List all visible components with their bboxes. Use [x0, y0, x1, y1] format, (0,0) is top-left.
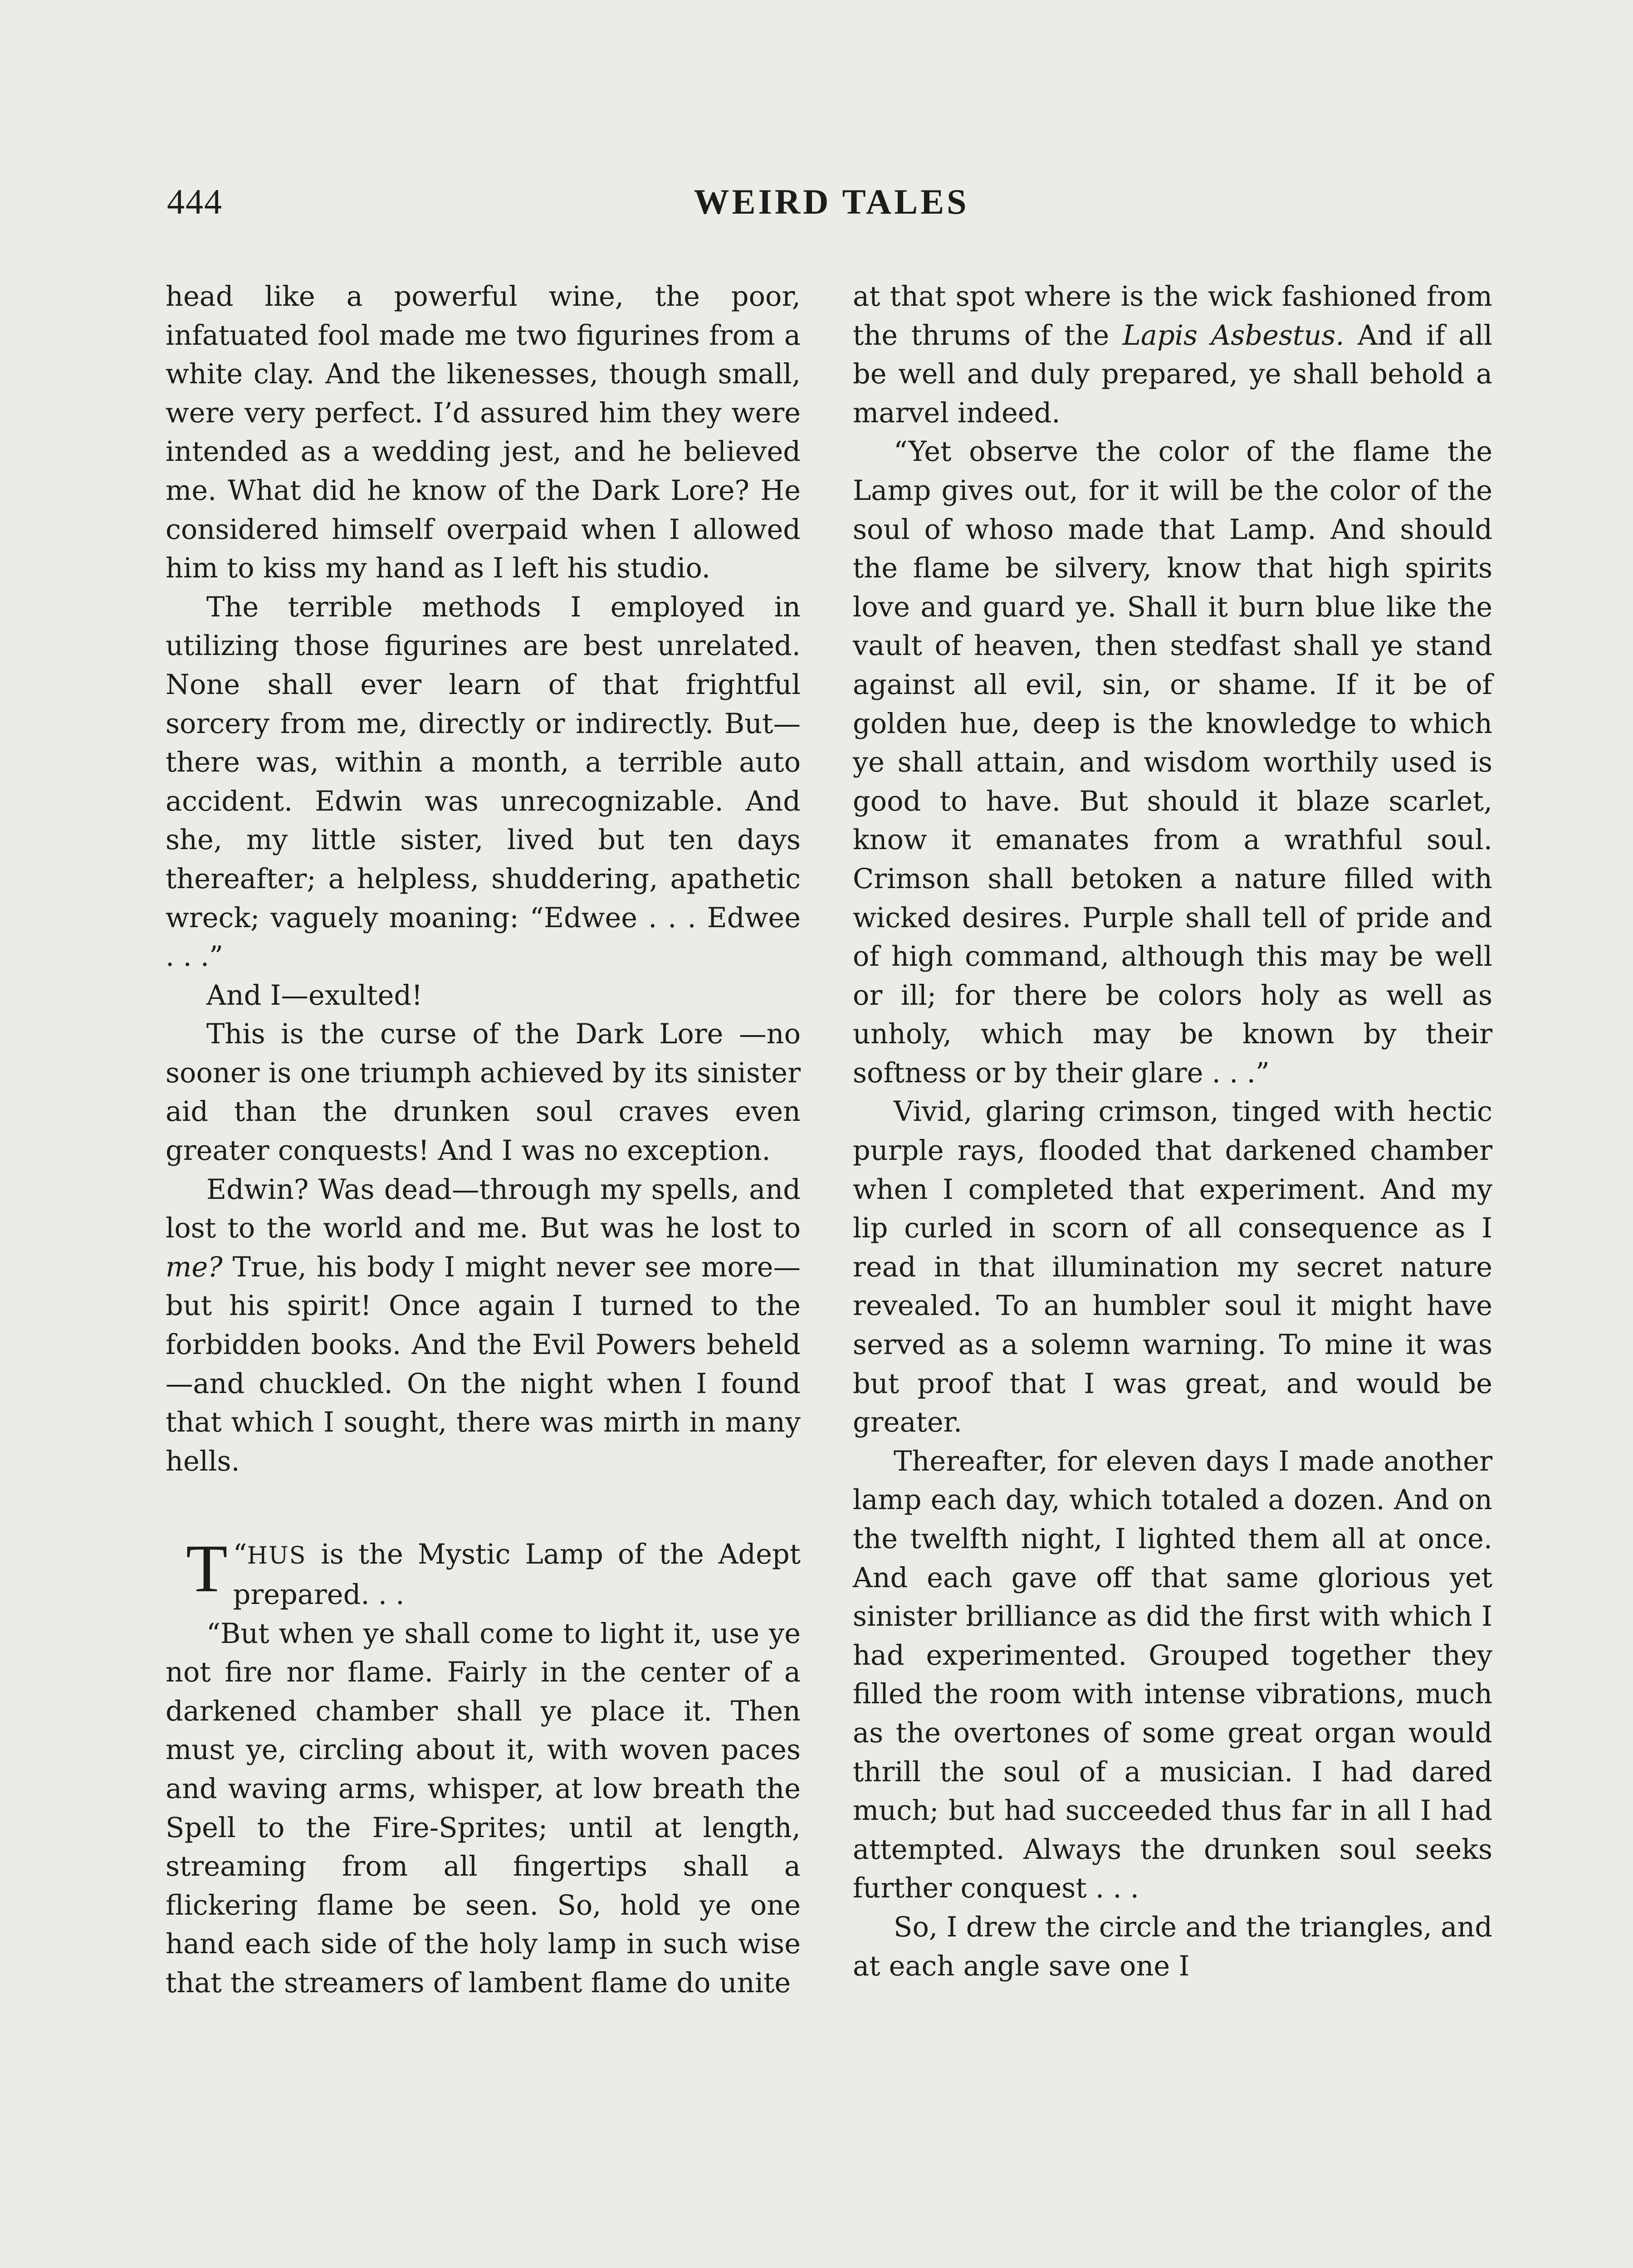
small-caps-run: HUS: [247, 1542, 307, 1570]
right-column: [853, 278, 1492, 1986]
paragraph: Thereafter, for eleven days I made another lamp each day, which totaled a dozen. And on the twelfth night, I lighted them all at once. And each gave off that same glorious yet sinister brilliance as did the first with which I had experimented. Grouped together they filled the room with intense vibrations, much as the overtones of some great organ would thrill the soul of a musician. I had dared much; but had succeeded thus far in all I had attempted. Always the drunken soul seeks further conquest . . .: [853, 1445, 1492, 1905]
paragraph: [166, 1171, 801, 1481]
section-opening-paragraph: [166, 1531, 801, 1614]
text-run: is the Mystic Lamp of the Adept prepared. . .: [233, 1539, 801, 1611]
left-column: [166, 278, 801, 2003]
paragraph: [853, 278, 1492, 433]
paragraph: And I—exulted!: [206, 979, 423, 1012]
paragraph: “But when ye shall come to light it, use ye not fire nor flame. Fairly in the center of a darkened chamber shall ye place it. Then must ye, circling about it, with woven paces and waving arms, whisper, at low breath the Spell to the Fire-Sprites; until at length, streaming from all fingertips shall a flickering flame be seen. So, hold ye one hand each side of the holy lamp in such wise that the streamers of lambent flame do unite: [166, 1618, 801, 1999]
page-number: 444: [167, 182, 223, 221]
opening-quote: “: [233, 1539, 247, 1571]
text-run: Edwin? Was dead—through my spells, and lost to the world and me. But was he lost to: [166, 1173, 801, 1245]
paragraph: So, I drew the circle and the triangles, and at each angle save one I: [853, 1911, 1492, 1982]
paragraph: “Yet observe the color of the flame the Lamp gives out, for it will be the color of the soul of whoso made that Lamp. And should the flame be silvery, know that high spirits love and guard ye. Shall it burn blue like the vault of heaven, then stedfast shall ye stand against all evil, sin, or shame. If it be of golden hue, deep is the knowledge to which ye shall attain, and wisdom worthily used is good to have. But should it blaze scarlet, know it emanates from a wrathful soul. Crimson shall betoken a nature filled with wicked desires. Purple shall tell of pride and of high command, although this may be well or ill; for there be colors holy as well as unholy, which may be known by their softness or by their glare . . .”: [853, 436, 1492, 1089]
emphasis: Lapis Asbestus.: [1122, 319, 1345, 352]
paragraph: Vivid, glaring crimson, tinged with hectic purple rays, flooded that darkened chamber when I completed that experiment. And my lip curled in scorn of all consequence as I read in that illumination my secret nature revealed. To an humbler soul it might have served as a solemn warning. To mine it was but proof that I was great, and would be greater.: [853, 1096, 1492, 1439]
section-break: [166, 1481, 801, 1535]
paragraph: The terrible methods I employed in utilizing those figurines are best unrelated. None shall ever learn of that frightful sorcery from me, directly or indirectly. But—there was, within a month, a terrible auto accident. Edwin was unrecognizable. And she, my little sister, lived but ten days thereafter; a helpless, shuddering, apathetic wreck; vaguely moaning: “Edwee . . . Edwee . . .”: [166, 591, 801, 973]
paragraph: This is the curse of the Dark Lore —no sooner is one triumph achieved by its sinister aid than the drunken soul craves even greater conquests! And I was no exception.: [166, 1018, 801, 1167]
page-header: [167, 181, 1496, 231]
text-run: True, his body I might never see more—but his spirit! Once again I turned to the forbidden books. And the Evil Powers beheld—and chuckled. On the night when I found that which I sought, there was mirth in many hells.: [166, 1251, 801, 1477]
text-run: And if all be well and duly prepared, ye shall behold a marvel indeed.: [853, 319, 1492, 429]
running-head: WEIRD TALES: [694, 182, 969, 221]
paragraph: head like a powerful wine, the poor, infatuated fool made me two figurines from a white clay. And the likenesses, though small, were very perfect. I’d assured him they were intended as a wedding jest, and he believed me. What did he know of the Dark Lore? He considered himself overpaid when I allowed him to kiss my hand as I left his studio.: [166, 281, 801, 585]
emphasis: me?: [166, 1251, 223, 1283]
drop-cap: T: [186, 1531, 228, 1607]
text-run: at that spot where is the wick fashioned from the thrums of the: [853, 281, 1492, 352]
